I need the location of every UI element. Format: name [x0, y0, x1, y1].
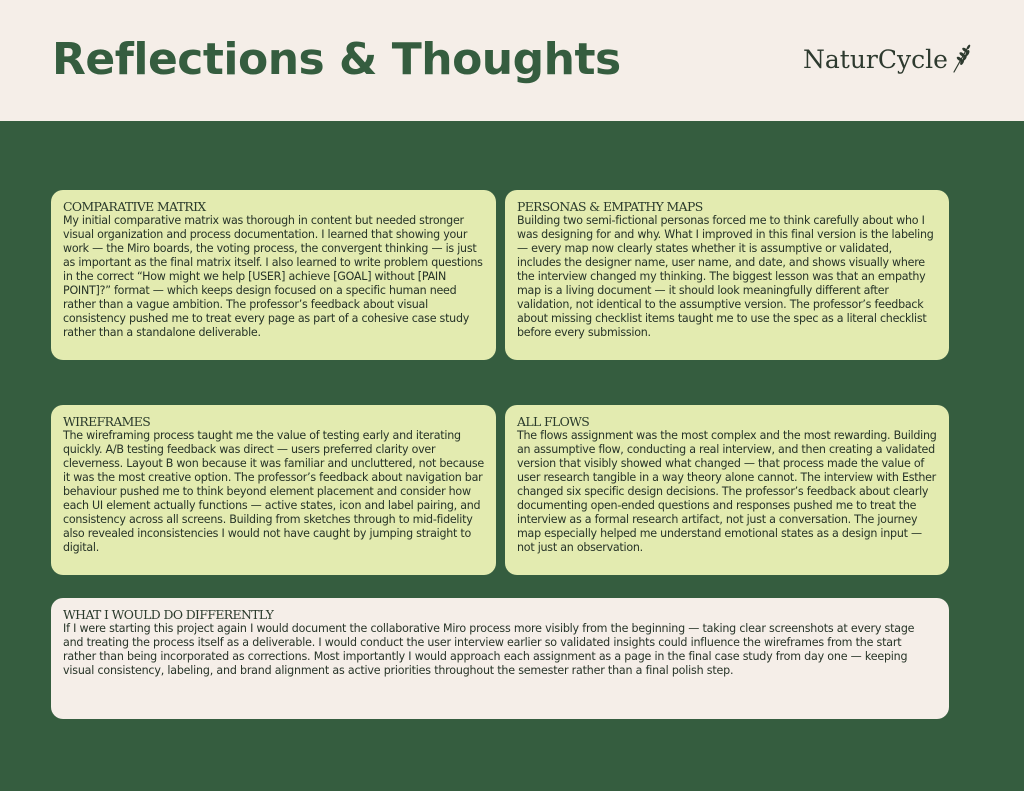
header [0, 0, 1024, 121]
card-title: COMPARATIVE MATRIX [63, 199, 206, 214]
card-title: WHAT I WOULD DO DIFFERENTLY [63, 607, 274, 622]
page-title: Reflections & Thoughts [52, 34, 621, 85]
brand-logo [803, 44, 972, 74]
card-body: My initial comparative matrix was thorough in content but needed stronger visual organization and process documentation. I learned that showing your work — the Miro boards, the voting process, the convergent thinking — is just as important as the final matrix itself. I also learned to write problem questions in the correct “How might we help [USER] achieve [GOAL] without [PAIN POINT]?” format — which keeps design focused on a specific human need rather than a vague ambition. The professor’s feedback about visual consistency pushed me to treat every page as part of a cohesive case study rather than a standalone deliverable. [63, 214, 483, 339]
card-title: PERSONAS & EMPATHY MAPS [517, 199, 703, 214]
card-wireframes [51, 405, 496, 575]
card-all-flows [505, 405, 949, 575]
card-body: The wireframing process taught me the value of testing early and iterating quickly. A/B testing feedback was direct — users preferred clarity over cleverness. Layout B won because it was familiar and uncluttered, not because it was the most creative option. The professor’s feedback about navigation bar behaviour pushed me to think beyond element placement and consider how each UI element actually functions — active states, icon and label pairing, and consistency across all screens. Building from sketches through to mid-fidelity also revealed inconsistencies I would not have caught by jumping straight to digital. [63, 429, 485, 554]
card-body: If I were starting this project again I would document the collaborative Miro process more visibly from the beginning — taking clear screenshots at every stage and treating the process itself as a deliverable. I would conduct the user interview earlier so validated insights could influence the wireframes from the start rather than being incorporated as corrections. Most importantly I would approach each assignment as a page in the final case study from day one — keeping visual consistency, labeling, and brand alignment as active priorities throughout the semester rather than a final polish step. [63, 622, 915, 677]
card-comparative-matrix [51, 190, 496, 360]
card-personas-empathy-maps [505, 190, 949, 360]
card-body: The flows assignment was the most complex and the most rewarding. Building an assumptive flow, conducting a real interview, and then creating a validated version that visibly showed what changed — that process made the value of user research tangible in a way theory alone cannot. The interview with Esther changed six specific design decisions. The professor’s feedback about clearly documenting open-ended questions and responses pushed me to treat the interview as a formal research artifact, not just a conversation. The journey map especially helped me understand emotional states as a design input — not just an observation. [517, 429, 937, 554]
card-body: Building two semi-fictional personas forced me to think carefully about who I was designing for and why. What I improved in this final version is the labeling — every map now clearly states whether it is assumptive or validated, includes the designer name, user name, and date, and shows visually where the interview changed my thinking. The biggest lesson was that an empathy map is a living document — it should look meaningfully different after validation, not identical to the assumptive version. The professor’s feedback about missing checklist items taught me to use the spec as a literal checklist before every submission. [517, 214, 934, 339]
wheat-icon [950, 44, 972, 74]
card-what-i-would-do-differently [51, 598, 949, 719]
card-title: ALL FLOWS [517, 414, 590, 429]
brand-name: NaturCycle [803, 44, 948, 74]
card-title: WIREFRAMES [63, 414, 151, 429]
